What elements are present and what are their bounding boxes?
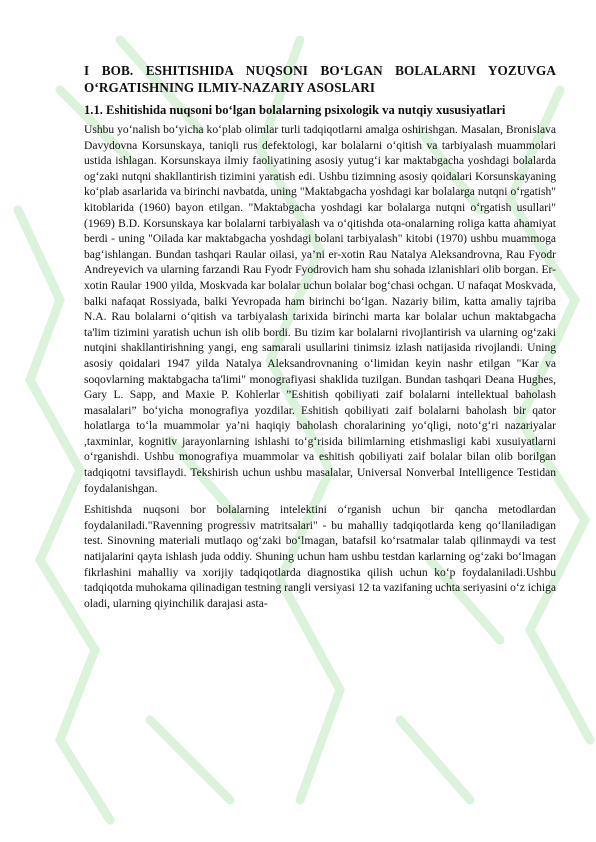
chapter-title: I BOB. ESHITISHIDA NUQSONI BO‘LGAN BOLALARNI YOZUVGA O‘RGATISHNING ILMIY-NAZARIY ASOSLARI (84, 63, 556, 95)
section-title: 1.1. Eshitishida nuqsoni bo‘lgan bolalarning psixologik va nutqiy xususiyatlari (84, 103, 506, 117)
document-page (84, 62, 556, 618)
paragraph-2: Eshitishda nuqsoni bor bolalarning intelektini o‘rganish uchun bir qancha metodlardan foydalaniladi."Ravenning progressiv matritsalari" - bu mahalliy tadqiqotlarda keng qo‘llaniladigan test. Sinovning materiali mutlaqo og‘zaki bo‘lmagan, batafsil ko‘rsatmalar talab qilinmaydi va test natijalarini qayta ishlash juda oddiy. Shuning uchun ham ushbu testdan karlarning og‘zaki bo‘lmagan fikrlashini mahalliy va xorijiy tadqiqotlarda diagnostika qilish uchun ko‘p foydalaniladi.Ushbu tadqiqotda muhokama qilinadigan testning rangli versiyasi 12 ta vazifaning uchta seriyasini o‘z ichiga oladi, ularning qiyinchilik darajasi asta- (84, 504, 557, 610)
paragraph-1: Ushbu yo‘nalish bo‘yicha ko‘plab olimlar turli tadqiqotlarni amalga oshirishgan. Masalan, Bronislava Davydovna Korsunskaya, taniqli rus defektologi, kar bolalarni o‘qitish va tarbiyalash muammolari ustida ishlagan. Korsunskaya ilmiy faoliyatining asosiy yutug‘i kar maktabgacha yoshdagi bolalarda og‘zaki nutqni shakllantirish tizimini yaratish edi. Ushbu tizimning asosiy qoidalari Korsunskayaning ko‘plab asarlarida va birinchi navbatda, uning "Maktabgacha yoshdagi kar bolalarga nutqni o‘rgatish" kitoblarida (1960) bayon etilgan. "Maktabgacha yoshdagi kar bolalarga nutqni o‘rgatish usullari" (1969) B.D. Korsunskaya kar bolalarni tarbiyalash va o‘qitishda ota-onalarning roliga katta ahamiyat berdi - uning "Oilada kar maktabgacha yoshdagi bolani tarbiyalash" kitobi (1970) ushbu muammoga bag‘ishlangan. Bundan tashqari Raular oilasi, ya’ni er-xotin Rau Natalya Aleksandrovna, Rau Fyodr Andreyevich va ularning farzandi Rau Fyodr Fyodrovich ham shu sohada izlanishlari olib borgan. Er-xotin Raular 1900 yilda, Moskvada kar bolalar uchun bolalar bog‘chasi ochgan. U nafaqat Moskvada, balki nafaqat Rossiyada, balki Yevropada ham birinchi bo‘lgan. Nazariy bilim, katta amaliy tajriba N.A. Rau bolalarni o‘qitish va tarbiyalash tarixida birinchi marta kar bolalar uchun maktabgacha ta'lim tizimini yaratish uchun ish olib bordi. Bu tizim kar bolalarni rivojlantirish va ularning og‘zaki nutqini shakllantirishning yangi, eng samarali usullarini tinimsiz izlash natijasida rivojlandi. Uning asosiy qoidalari 1947 yilda Natalya Aleksandrovnaning o‘limidan keyin nashr etilgan "Kar va soqovlarning maktabgacha ta'limi" monografiyasi shaklida tuzilgan. Bundan tashqari Deana Hughes, Gary L. Sapp, and Maxie P. Kohlerlar ”Eshitish qobiliyati zaif bolalarni intellektual baholash masalalari” bo‘yicha monografiya yozdilar. Eshitish qobiliyati zaif bolalarni baholash bir qator holatlarga to‘la muammolar ya’ni haqiqiy baholash choralarining yo‘qligi, noto‘g‘ri nazariyalar ,taxminlar, kognitiv jarayonlarning ishlashi to‘g‘risida bilimlarning etishmasligi kabi xusuiyatlarni o‘rganishdi. Ushbu monografiya muammolar va eshitish qobiliyati zaif bolalar bilan olib borilgan tadqiqotni tavsiflaydi. Tekshirish uchun ushbu masalalar, Universal Nonverbal Intelligence Testidan foydalanishgan. (84, 124, 556, 495)
